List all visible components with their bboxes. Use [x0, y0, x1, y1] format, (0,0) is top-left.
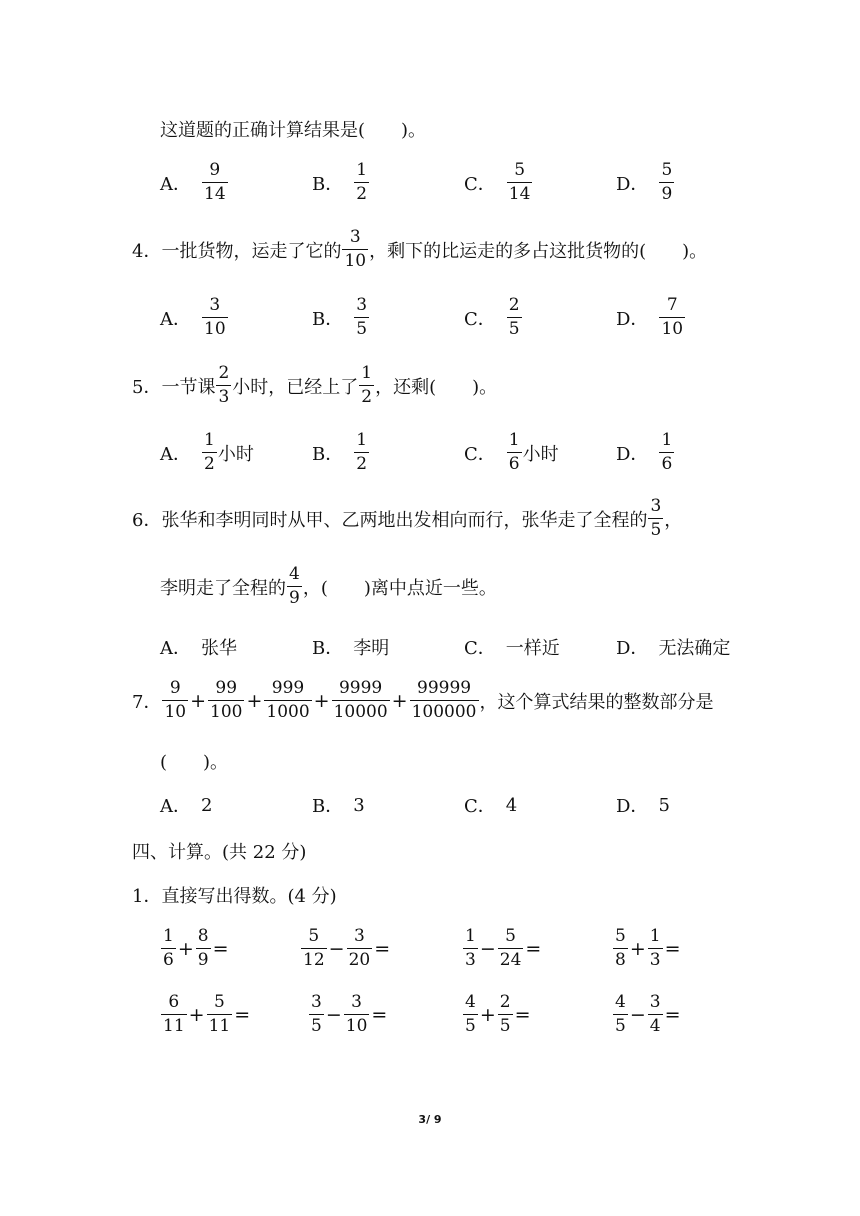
- q5-option-c[interactable]: C． $\frac{1}{6}$ 小时: [464, 430, 559, 474]
- q5-stem: 5． 一节课 $\frac{2}{3}$ 小时，已经上了 $\frac{1}{2}$ ，还剩( )。: [132, 363, 498, 407]
- q6-option-a[interactable]: A． 张华: [160, 638, 237, 659]
- page-number: 3/ 9: [418, 1113, 442, 1126]
- fraction: $\frac{8}{9}$: [197, 926, 209, 970]
- q6-option-c[interactable]: C． 一样近: [464, 638, 560, 659]
- q7-stem: 7． $\frac{9}{10}$ + $\frac{99}{100}$ + $\frac{999}{1000}$ + $\frac{9999}{10000}$ + $\frac{99999}{100000}$ ，这个算式结果的整数部分是: [132, 678, 714, 722]
- q4-option-d[interactable]: D． $\frac{7}{10}$: [616, 295, 684, 339]
- fraction: $\frac{3}{10}$: [344, 227, 367, 271]
- fraction: $\frac{5}{14}$: [508, 160, 531, 204]
- calc-expression: $\frac{5}{12}$ − $\frac{3}{20}$ =: [303, 926, 391, 970]
- fraction: $\frac{3}{20}$: [348, 926, 371, 970]
- q5-option-b[interactable]: B． $\frac{1}{2}$: [312, 430, 368, 474]
- fraction: $\frac{5}{8}$: [615, 926, 626, 970]
- fraction: $\frac{9}{10}$: [164, 678, 187, 722]
- q3-option-d[interactable]: D． $\frac{5}{9}$: [616, 160, 673, 204]
- q4-option-a[interactable]: A． $\frac{3}{10}$: [160, 295, 226, 339]
- q3-stem: 这道题的正确计算结果是( )。: [160, 120, 427, 141]
- calc-expression: $\frac{4}{5}$ + $\frac{2}{5}$ =: [465, 992, 531, 1036]
- q5-option-d[interactable]: D． $\frac{1}{6}$: [616, 430, 673, 474]
- section-title: 四、计算。(共 22 分): [132, 842, 307, 863]
- fraction: $\frac{4}{9}$: [289, 564, 300, 608]
- calc-expression: $\frac{1}{3}$ − $\frac{5}{24}$ =: [465, 926, 542, 970]
- fraction: $\frac{5}{9}$: [661, 160, 673, 204]
- fraction: $\frac{3}{5}$: [650, 496, 662, 540]
- q4-option-b[interactable]: B． $\frac{3}{5}$: [312, 295, 368, 339]
- q7-blank: ( )。: [160, 752, 229, 773]
- calc-expression: $\frac{1}{6}$ + $\frac{8}{9}$ =: [163, 926, 229, 970]
- q6-option-d[interactable]: D． 无法确定: [616, 638, 731, 659]
- calc-expression: $\frac{6}{11}$ + $\frac{5}{11}$ =: [163, 992, 251, 1036]
- fraction: $\frac{5}{24}$: [499, 926, 522, 970]
- q3-option-c[interactable]: C． $\frac{5}{14}$: [464, 160, 531, 204]
- fraction: $\frac{2}{5}$: [499, 992, 511, 1036]
- calc-expression: $\frac{5}{8}$ + $\frac{1}{3}$ =: [615, 926, 681, 970]
- fraction: $\frac{5}{11}$: [208, 992, 231, 1036]
- fraction: $\frac{1}{2}$: [356, 160, 368, 204]
- q4-stem: 4． 一批货物，运走了它的 $\frac{3}{10}$ ，剩下的比运走的多占这批货物的( )。: [132, 227, 708, 271]
- fraction: $\frac{3}{10}$: [204, 295, 226, 339]
- fraction: $\frac{9999}{10000}$: [333, 678, 388, 722]
- fraction: $\frac{3}{5}$: [311, 992, 322, 1036]
- calc-expression: $\frac{4}{5}$ − $\frac{3}{4}$ =: [615, 992, 681, 1036]
- fraction: $\frac{4}{5}$: [615, 992, 626, 1036]
- q7-option-c[interactable]: C． 4: [464, 794, 518, 817]
- fraction: $\frac{3}{10}$: [345, 992, 368, 1036]
- fraction: $\frac{2}{5}$: [508, 295, 520, 339]
- fraction: $\frac{2}{3}$: [218, 363, 230, 407]
- fraction: $\frac{1}{6}$: [661, 430, 673, 474]
- fraction: $\frac{3}{5}$: [356, 295, 368, 339]
- q7-option-b[interactable]: B． 3: [312, 794, 365, 817]
- fraction: $\frac{1}{2}$: [356, 430, 368, 474]
- fraction: $\frac{1}{3}$: [649, 926, 661, 970]
- fraction: $\frac{4}{5}$: [465, 992, 476, 1036]
- q7-option-a[interactable]: A． 2: [160, 794, 213, 817]
- q3-option-a[interactable]: A． $\frac{9}{14}$: [160, 160, 226, 204]
- fraction: $\frac{7}{10}$: [661, 295, 684, 339]
- fraction: $\frac{6}{11}$: [163, 992, 185, 1036]
- q3-option-b[interactable]: B． $\frac{1}{2}$: [312, 160, 368, 204]
- q5-option-a[interactable]: A． $\frac{1}{2}$ 小时: [160, 430, 254, 474]
- fraction: $\frac{1}{3}$: [465, 926, 476, 970]
- fraction: $\frac{3}{4}$: [649, 992, 661, 1036]
- q7-option-d[interactable]: D． 5: [616, 794, 670, 817]
- q6-stem-line1: 6． 张华和李明同时从甲、乙两地出发相向而行，张华走了全程的 $\frac{3}{5}$ ，: [132, 496, 683, 540]
- fraction: $\frac{9}{14}$: [204, 160, 226, 204]
- fraction: $\frac{99999}{100000}$: [411, 678, 477, 722]
- calc-expression: $\frac{3}{5}$ − $\frac{3}{10}$ =: [311, 992, 388, 1036]
- q6-stem-line2: 李明走了全程的 $\frac{4}{9}$ ，( )离中点近一些。: [160, 564, 497, 608]
- fraction: $\frac{99}{100}$: [210, 678, 243, 722]
- fraction: $\frac{1}{2}$: [204, 430, 215, 474]
- fraction: $\frac{1}{6}$: [163, 926, 174, 970]
- question-heading: 1．直接写出得数。(4 分): [132, 886, 337, 907]
- fraction: $\frac{1}{2}$: [361, 363, 373, 407]
- fraction: $\frac{999}{1000}$: [266, 678, 310, 722]
- q6-option-b[interactable]: B． 李明: [312, 638, 390, 659]
- fraction: $\frac{5}{12}$: [303, 926, 325, 970]
- q4-option-c[interactable]: C． $\frac{2}{5}$: [464, 295, 520, 339]
- fraction: $\frac{1}{6}$: [508, 430, 520, 474]
